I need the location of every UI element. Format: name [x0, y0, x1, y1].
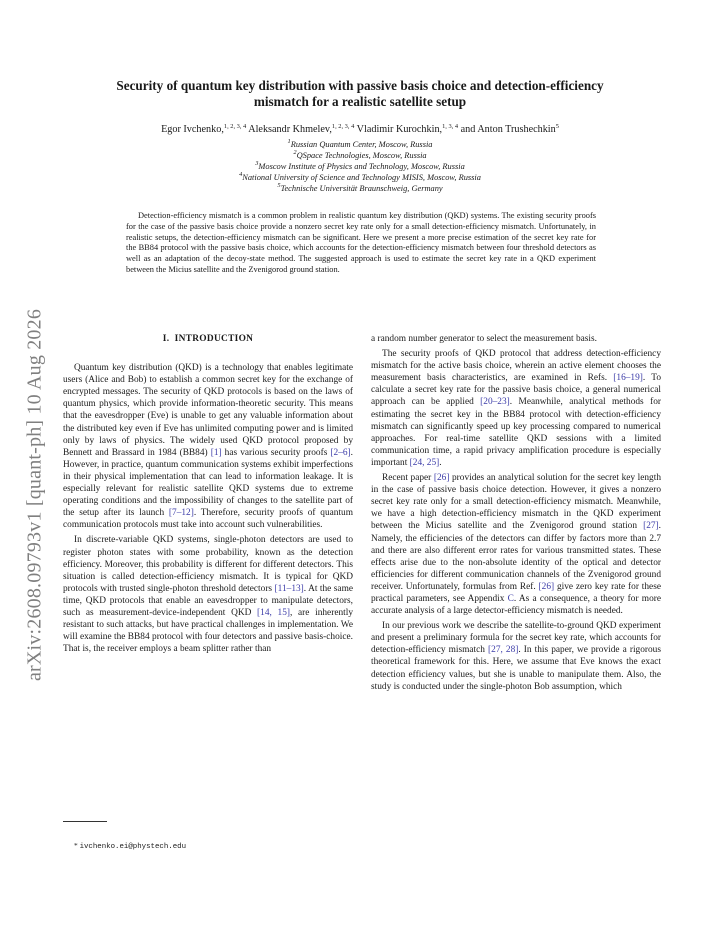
author-affil-marks: 5 — [555, 123, 559, 130]
affiliation-text: National University of Science and Technology MISIS, Moscow, Russia — [242, 172, 481, 182]
citation-link[interactable]: [24, 25] — [409, 457, 440, 468]
author-affil-marks: 1, 3, 4 — [442, 123, 459, 130]
footnote — [74, 841, 186, 851]
author-name: Anton Trushechkin — [477, 124, 556, 135]
author-affil-marks: 1, 2, 3, 4 — [223, 123, 247, 130]
affiliation-text: Moscow Institute of Physics and Technology, Moscow, Russia — [258, 161, 465, 171]
affiliation-list — [60, 140, 660, 195]
right-column — [371, 333, 661, 693]
section-number: I. — [162, 334, 170, 344]
citation-link[interactable]: C — [507, 593, 514, 604]
arxiv-sidebar-identifier — [15, 308, 55, 682]
body-paragraph: a random number generator to select the measurement basis. — [371, 334, 597, 344]
author-name: Egor Ivchenko, — [161, 124, 224, 135]
body-paragraph: In our previous work we describe the satellite-to-ground QKD experiment and present a preliminary formula for the secret key rate, which accounts for detection-efficiency mismatch [27, 28]. In this paper, we provide a rigorous theoretical framework for this. Here, we assume that Eve knows the exact detection efficiency values, but she is unable to manipulate them. Also, the study is conducted under the single-photon Bob assumption, which — [371, 621, 661, 692]
affiliation-text: Technische Universität Braunschweig, Germany — [280, 183, 443, 193]
citation-link[interactable]: [26] — [538, 581, 555, 592]
citation-link[interactable]: [16–19] — [613, 373, 643, 384]
body-paragraph: Recent paper [26] provides an analytical solution for the secret key length in the case of passive basis choice detection. However, it gives a nonzero secret key rate only for a small detection-efficiency mismatch. Meanwhile, we have a high detection-efficiency mismatch in the QKD experiment between the Micius satellite and the Zvenigorod ground station [27]. Namely, the efficiencies of the detectors can differ by factors more than 2.7 and there are also different error rates for various transmitted states. These effects arise due to the non-absolute identity of the optical and detector efficiencies for different communication channels of the Zvenigorod ground receiver. Unfortunately, formulas from Ref. [26] give zero key rate for these practical parameters, see Appendix C. As a consequence, a theory for more accurate analysis of a large detector-efficiency mismatch is needed. — [371, 473, 662, 617]
citation-link[interactable]: [27] — [643, 521, 659, 532]
paper-title — [60, 78, 660, 110]
left-column — [63, 333, 353, 655]
body-paragraph: In discrete-variable QKD systems, single-photon detectors are used to register photon states with some probability, known as the detection efficiency. Moreover, this probability is different for different detectors. This situation is called detection-efficiency mismatch. It is typical for QKD protocols with trusted single-photon threshold detectors [11–13]. At the same time, QKD protocols that enable an eavesdropper to manipulate detectors, such as measurement-device-independent QKD [14, 15], are inherently resistant to such attacks, but have practical challenges in implementation. We will examine the BB84 protocol with four detectors and passive basis-choice. That is, the receiver employs a beam splitter rather than — [63, 535, 353, 655]
citation-link[interactable]: [14, 15] — [257, 607, 290, 618]
affiliation — [60, 140, 660, 151]
affiliation-text: Russian Quantum Center, Moscow, Russia — [290, 140, 433, 149]
citation-link[interactable]: [2–6] — [330, 447, 351, 458]
title-line-2: mismatch for a realistic satellite setup — [253, 94, 467, 109]
citation-link[interactable]: [11–13] — [274, 583, 304, 594]
affiliation — [60, 159, 660, 173]
citation-link[interactable]: [20–23] — [480, 397, 510, 408]
affiliation-number: 2 — [293, 148, 297, 156]
citation-link[interactable]: [1] — [210, 447, 222, 458]
footnote-mark: * — [74, 841, 78, 850]
affiliation — [60, 148, 660, 162]
affiliation-number: 5 — [277, 181, 281, 189]
affiliation-number: 1 — [287, 138, 291, 145]
right-column-body — [371, 333, 661, 693]
section-heading — [63, 333, 353, 345]
author-affil-marks: 1, 2, 3, 4 — [331, 123, 355, 130]
footnote-email[interactable]: ivchenko.ei@phystech.edu — [79, 843, 187, 851]
body-paragraph: Quantum key distribution (QKD) is a technology that enables legitimate users (Alice and Bob) to establish a common secret key for the exchange of encrypted messages. The security of QKD protocols is based on the laws of quantum physics, which provide information-theoretic security. This means that the eavesdropper (Eve) is unable to get any valuable information about the distributed key even if Eve has unlimited computing power and is limited only by laws of physics. The widely used QKD protocol proposed by Bennett and Brassard in 1984 (BB84) [1] has various security proofs [2–6]. However, in practice, quantum communication systems exhibit imperfections in their physical implementation that can lead to information leakage. It is especially relevant for realistic satellite QKD systems due to extreme operating conditions and the impossibility of changes to the satellite part of the setup after its launch [7–12]. Therefore, security proofs of quantum communication protocols must take into account such vulnerabilities. — [63, 363, 353, 531]
title-line-1: Security of quantum key distribution with passive basis choice and detection-efficiency — [116, 78, 604, 93]
body-paragraph: The security proofs of QKD protocol that address detection-efficiency mismatch for the active basis choice, wherein an active element chooses the measurement basis characteristics, are examined in Refs. [16–19]. To calculate a secret key rate for the passive basis choice, a general numerical approach can be applied [20–23]. Meanwhile, analytical methods for estimating the secret key in the BB84 protocol with detection-efficiency mismatch can significantly speed up key processing compared to numerical approaches. For real-time satellite QKD sessions with a limited communication time, a rapid privacy amplification procedure is especially important [24, 25]. — [371, 349, 661, 468]
footnote-rule — [63, 821, 107, 822]
affiliation — [60, 181, 660, 195]
affiliation-text: QSpace Technologies, Moscow, Russia — [296, 150, 427, 160]
arxiv-id-text: arXiv:2608.09793v1 [quant-ph] 10 Aug 2026 — [23, 308, 46, 682]
affiliation-number: 4 — [239, 170, 243, 178]
section-title: INTRODUCTION — [174, 334, 254, 344]
affiliation-number: 3 — [255, 159, 259, 167]
citation-link[interactable]: [7–12] — [168, 508, 194, 519]
author-name: Vladimir Kurochkin, — [356, 124, 443, 135]
citation-link[interactable]: [27, 28] — [488, 645, 519, 656]
citation-link[interactable]: [26] — [433, 473, 450, 484]
affiliation — [60, 170, 660, 184]
left-column-body — [63, 362, 353, 655]
abstract: Detection-efficiency mismatch is a common problem in realistic quantum key distribution (QKD) systems. The existing security proofs for the case of the passive basis choice provide a nonzero secret key rate only for a small detection-efficiency mismatch. Unfortunately, in realistic setups, the detection-efficiency mismatch can be significant. Here we present a more precise estimation of the secret key rate for the BB84 protocol with the passive basis choice, which accounts for the detection-efficiency mismatch between four threshold detectors as well as an adaptation of the decoy-state method. The suggested approach is used to estimate the secret key rate in a QKD experiment between the Micius satellite and the Zvenigorod ground station. — [126, 211, 596, 274]
author-name: Aleksandr Khmelev, — [248, 124, 332, 135]
author-list: Egor Ivchenko,$^{1, 2, 3, 4}$ Aleksandr Khmelev,$^{1, 2, 3, 4}$ Vladimir Kurochkin,$^{1, 3, 4}$ and Anton Trushechkin$^5$ — [161, 123, 559, 135]
